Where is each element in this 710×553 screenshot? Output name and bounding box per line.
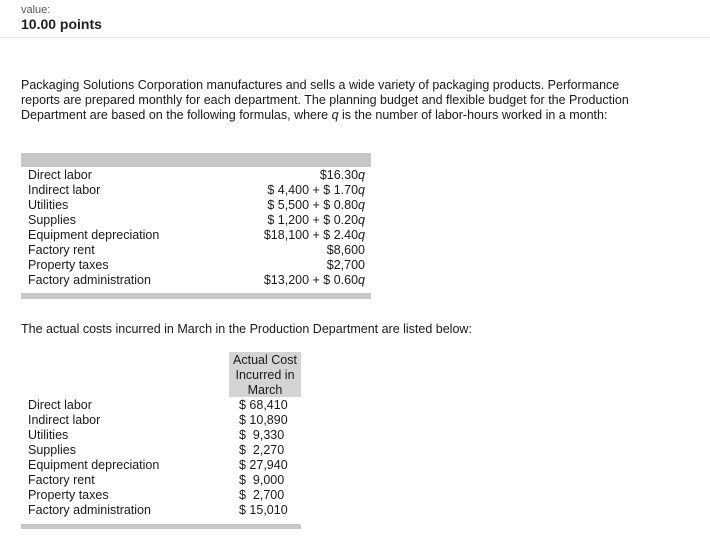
actual-row — [21, 398, 288, 413]
cost-formula: $ 1,200 + $ 0.20q — [267, 213, 365, 227]
formula-table-header-bar — [21, 153, 371, 167]
cost-label: Direct labor — [28, 168, 92, 182]
actual-costs-intro: The actual costs incurred in March in the Production Department are listed below: — [21, 322, 472, 336]
actual-row — [21, 473, 288, 488]
cost-formula: $ 4,400 + $ 1.70q — [267, 183, 365, 197]
cost-formula: $ 5,500 + $ 0.80q — [267, 198, 365, 212]
cost-formula: $18,100 + $ 2.40q — [263, 228, 365, 242]
actual-row — [21, 443, 288, 458]
cost-label: Factory rent — [28, 243, 95, 257]
formula-row — [21, 168, 365, 183]
actual-row — [21, 458, 288, 473]
formula-row — [21, 213, 365, 228]
actual-table-footer-bar — [21, 524, 301, 529]
actual-amount: $ 2,700 — [239, 488, 285, 502]
actual-amount: $ 68,410 — [239, 398, 288, 412]
actual-amount: $ 27,940 — [239, 458, 288, 472]
formula-row — [21, 198, 365, 213]
actual-cost-column-header — [229, 353, 301, 398]
cost-label: Property taxes — [28, 258, 109, 272]
formula-table-footer-bar — [21, 293, 371, 299]
actual-row — [21, 413, 288, 428]
formula-row — [21, 258, 365, 273]
intro-paragraph: Packaging Solutions Corporation manufactures and sells a wide variety of packaging products. Performance reports are prepared monthly for each department. The planning budget and flexible budget for the Production Department are based on the following formulas, where q is the number of labor-hours worked in a month: — [21, 78, 629, 122]
cost-label: Direct labor — [28, 398, 92, 412]
cost-label: Utilities — [28, 198, 69, 212]
cost-label: Property taxes — [28, 488, 109, 502]
actual-row — [21, 503, 288, 518]
actual-amount: $ 9,330 — [239, 428, 285, 442]
actual-amount: $ 2,270 — [239, 443, 285, 457]
formula-row — [21, 243, 365, 258]
cost-label: Supplies — [28, 213, 76, 227]
cost-label: Utilities — [28, 428, 69, 442]
header-divider — [0, 37, 710, 38]
value-label: value: — [21, 4, 51, 16]
formula-row — [21, 183, 365, 198]
points-value: 10.00 points — [21, 16, 102, 32]
column-header-line: March — [247, 383, 283, 397]
cost-label: Equipment depreciation — [28, 458, 160, 472]
cost-label: Supplies — [28, 443, 76, 457]
cost-formula: $13,200 + $ 0.60q — [263, 273, 365, 287]
actual-row — [21, 488, 288, 503]
formula-table — [21, 168, 365, 288]
actual-amount: $ 10,890 — [239, 413, 288, 427]
cost-formula: $16.30q — [319, 168, 365, 182]
cost-label: Factory administration — [28, 273, 151, 287]
formula-row — [21, 228, 365, 243]
column-header-line: Actual Cost — [233, 353, 297, 367]
actual-cost-table — [21, 398, 288, 518]
formula-row — [21, 273, 365, 288]
actual-amount: $ 15,010 — [239, 503, 288, 517]
actual-amount: $ 9,000 — [239, 473, 285, 487]
column-header-line: Incurred in — [235, 368, 295, 382]
cost-formula: $8,600 — [326, 243, 365, 257]
cost-label: Indirect labor — [28, 413, 101, 427]
cost-formula: $2,700 — [326, 258, 365, 272]
cost-label: Indirect labor — [28, 183, 101, 197]
actual-row — [21, 428, 288, 443]
cost-label: Equipment depreciation — [28, 228, 160, 242]
cost-label: Factory administration — [28, 503, 151, 517]
cost-label: Factory rent — [28, 473, 95, 487]
